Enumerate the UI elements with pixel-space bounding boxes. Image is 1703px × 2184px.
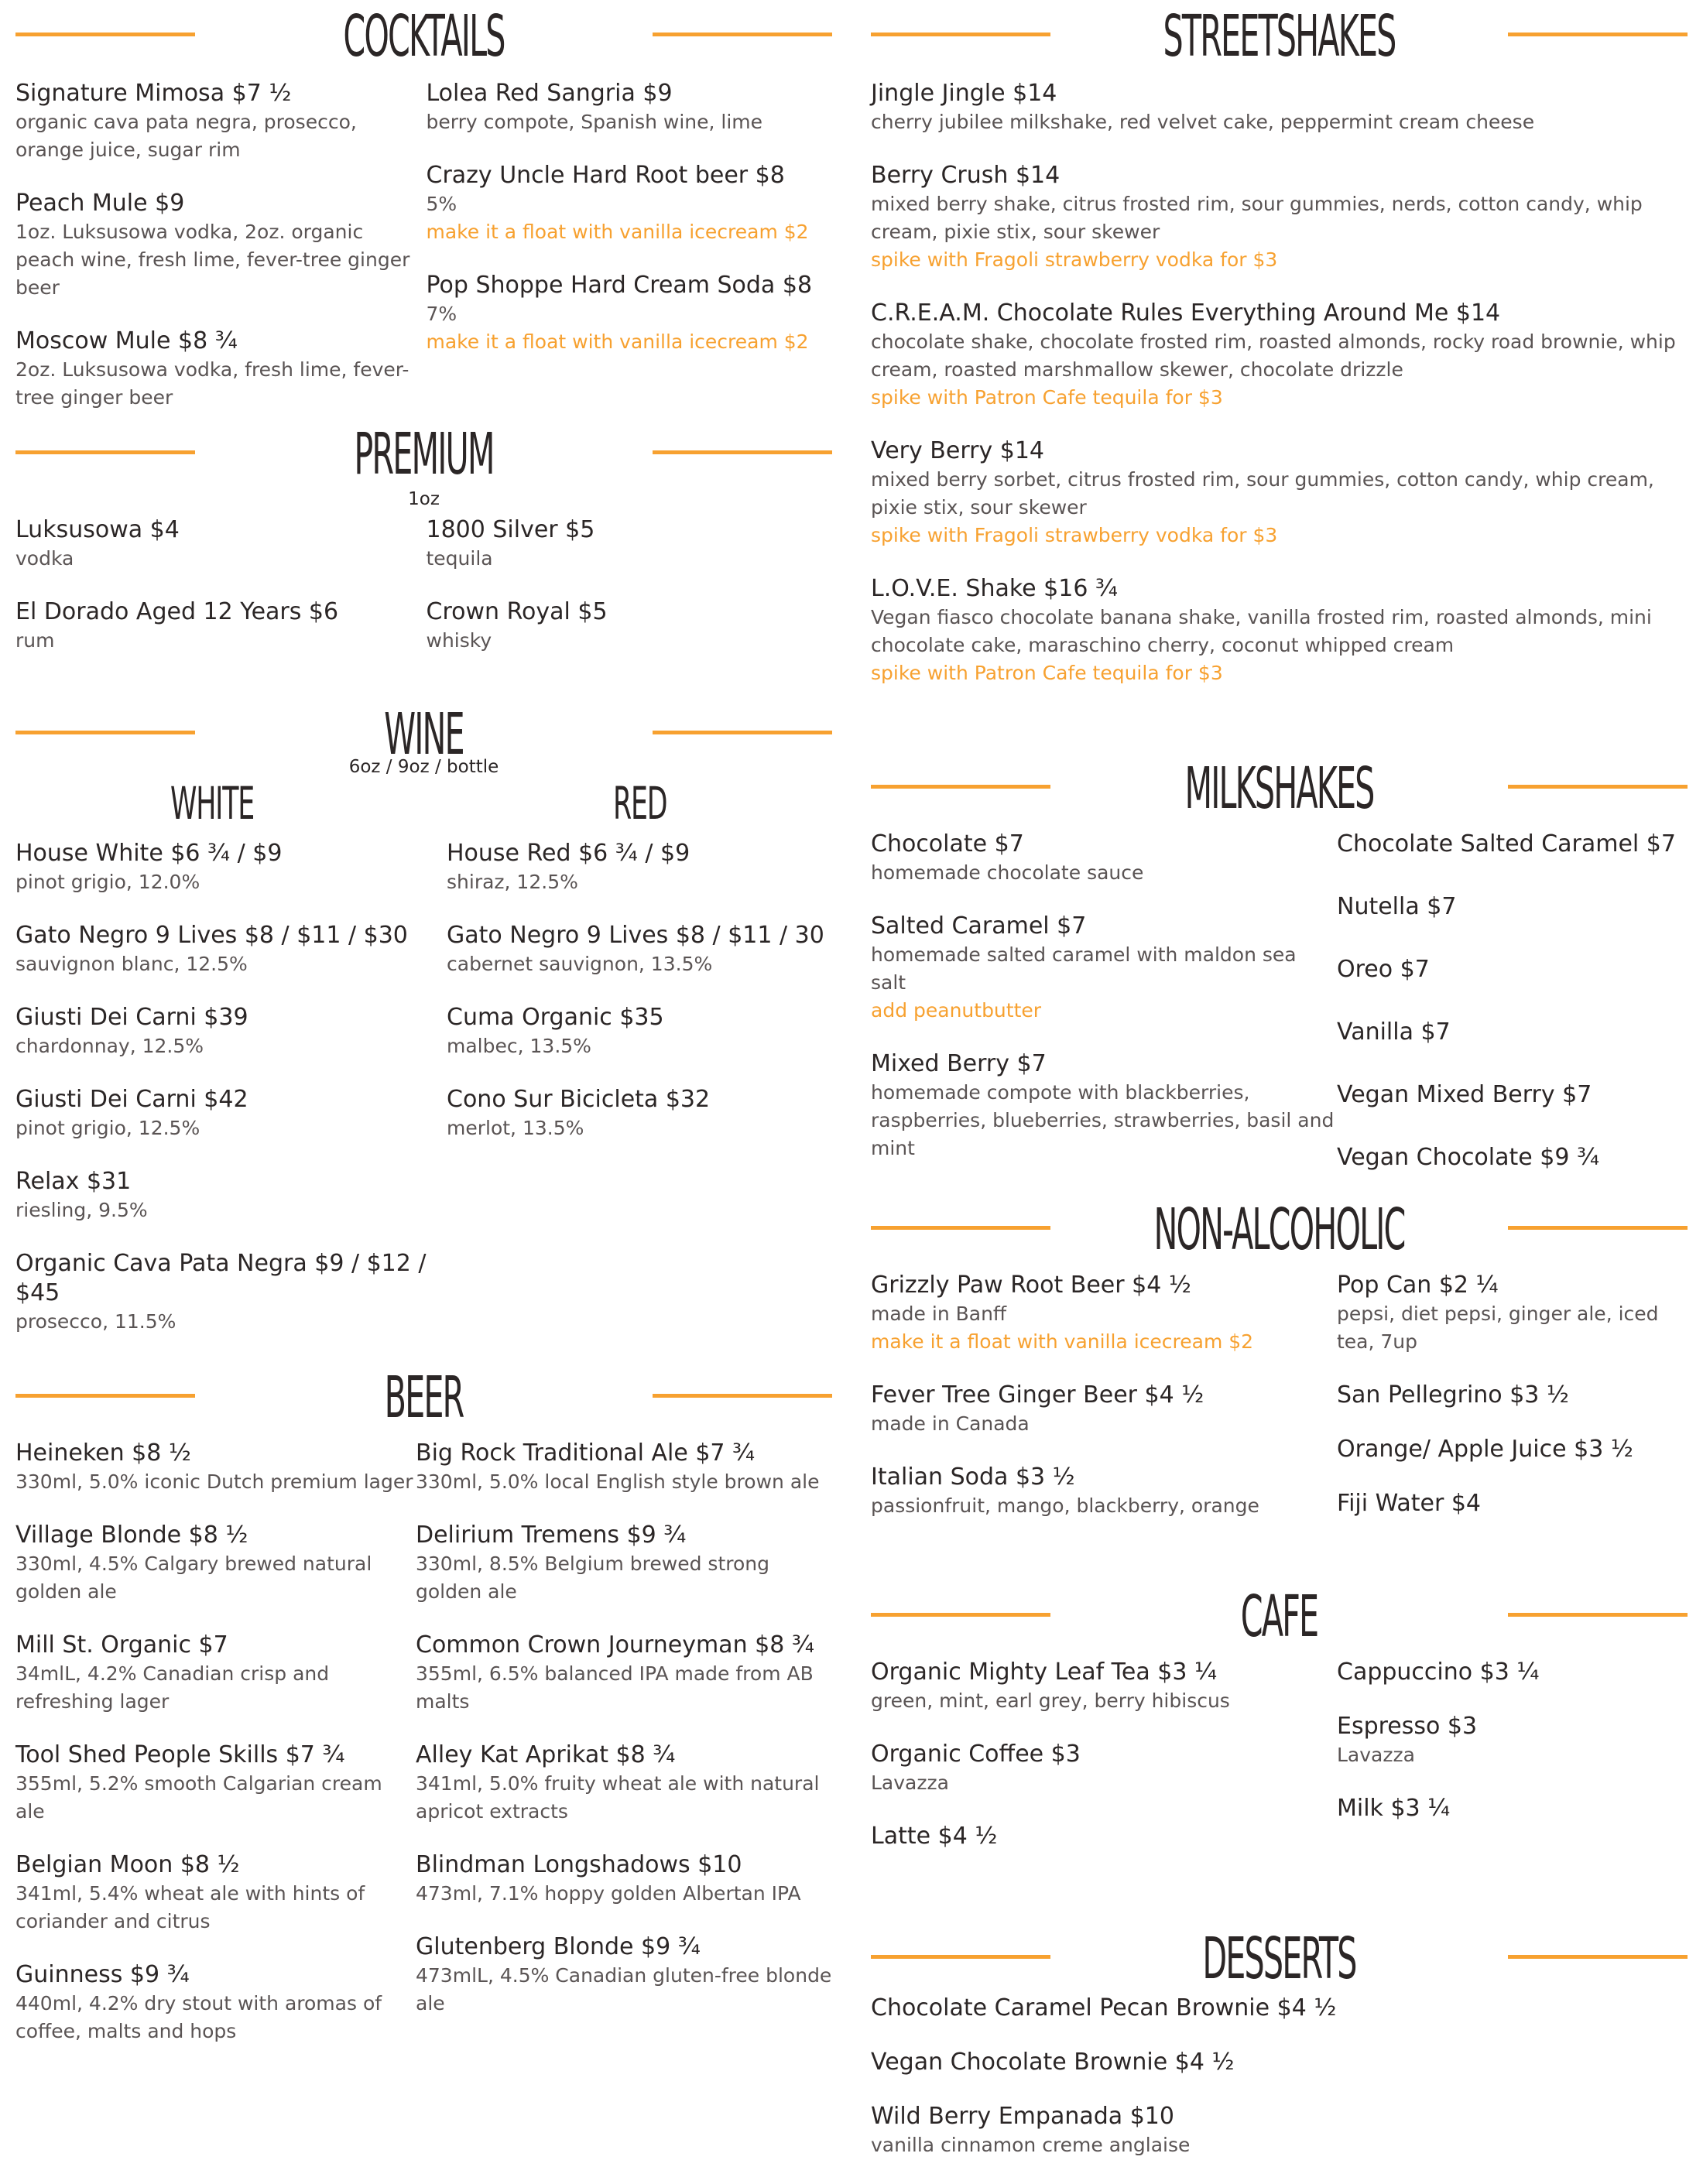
item-name: Vanilla $7 (1337, 1018, 1451, 1046)
divider (871, 785, 1050, 789)
item-description: 355ml, 6.5% balanced IPA made from AB malts (416, 1662, 814, 1713)
item-description: 330ml, 4.5% Calgary brewed natural golden ale (15, 1552, 372, 1603)
left-column (15, 0, 832, 2070)
menu-item (416, 1521, 832, 1606)
section-title: PREMIUM (354, 421, 494, 488)
divider (1508, 785, 1688, 789)
section-title: WINE (384, 701, 464, 768)
section-title: BEER (384, 1364, 464, 1431)
item-description: sauvignon blanc, 12.5% (15, 953, 248, 975)
item-addon: make it a float with vanilla icecream $2 (426, 221, 809, 243)
divider (653, 731, 832, 734)
beer-list (15, 1439, 832, 2070)
item-addon: spike with Patron Cafe tequila for $3 (871, 662, 1223, 684)
section-title: CAFE (1240, 1583, 1318, 1650)
item-name: Organic Mighty Leaf Tea $3 ¼ (871, 1659, 1218, 1686)
section-title: MILKSHAKES (1184, 755, 1374, 822)
white-title: WHITE (170, 777, 255, 830)
item-name: Espresso $3 (1337, 1713, 1478, 1740)
menu-item (15, 515, 413, 573)
item-name: Fever Tree Ginger Beer $4 ½ (871, 1381, 1204, 1409)
item-description: 34mlL, 4.2% Canadian crisp and refreshing lager (15, 1662, 330, 1713)
item-description: vanilla cinnamon creme anglaise (871, 2134, 1191, 2156)
menu-item (871, 1658, 1337, 1715)
menu-item (1337, 830, 1688, 859)
cafe-header (871, 1580, 1688, 1658)
premium-list (15, 515, 832, 701)
menu-item (427, 515, 833, 573)
item-description: pinot grigio, 12.5% (15, 1117, 200, 1139)
item-name: Berry Crush $14 (871, 162, 1061, 189)
divider (871, 1226, 1050, 1230)
item-addon: add peanutbutter (871, 999, 1042, 1022)
menu-item (15, 1003, 447, 1060)
cocktails-list (15, 79, 832, 412)
menu-item (447, 921, 832, 978)
menu-item (1337, 1271, 1688, 1356)
item-name: Organic Cava Pata Negra $9 / $12 / $45 (15, 1250, 427, 1306)
item-name: C.R.E.A.M. Chocolate Rules Everything Around Me $14 (871, 300, 1501, 327)
menu-item (1337, 1080, 1688, 1110)
menu-item (1337, 892, 1688, 922)
menu-item (1337, 1794, 1688, 1823)
menu-item (416, 1741, 832, 1826)
streetshakes-list (871, 79, 1688, 758)
menu-item (447, 1003, 832, 1060)
menu-item (15, 1741, 416, 1826)
item-description: 341ml, 5.0% fruity wheat ale with natural apricot extracts (416, 1772, 820, 1823)
item-name: Relax $31 (15, 1168, 132, 1195)
item-description: Vegan fiasco chocolate banana shake, vanilla frosted rim, roasted almonds, mini chocolate cake, maraschino cherry, coconut whipped cream (871, 606, 1652, 656)
item-description: 341ml, 5.4% wheat ale with hints of coriander and citrus (15, 1882, 365, 1932)
menu-item (416, 1631, 832, 1716)
menu-item (1337, 1018, 1688, 1047)
item-name: Orange/ Apple Juice $3 ½ (1337, 1436, 1633, 1463)
item-name: Latte $4 ½ (871, 1823, 998, 1850)
item-name: Delirium Tremens $9 ¾ (416, 1522, 687, 1549)
item-name: Mill St. Organic $7 (15, 1631, 228, 1659)
menu-item (871, 1822, 1337, 1851)
item-description: merlot, 13.5% (447, 1117, 584, 1139)
item-description: 473mlL, 4.5% Canadian gluten-free blonde ale (416, 1964, 832, 2015)
item-description: organic cava pata negra, prosecco, orange juice, sugar rim (15, 111, 357, 161)
divider (871, 1955, 1050, 1959)
item-description: 473ml, 7.1% hoppy golden Albertan IPA (416, 1882, 801, 1905)
menu-item (871, 574, 1688, 687)
item-name: Lolea Red Sangria $9 (426, 80, 673, 107)
menu-item (871, 912, 1337, 1025)
menu-item (447, 1085, 832, 1142)
item-name: Gato Negro 9 Lives $8 / $11 / $30 (15, 922, 408, 949)
item-name: Glutenberg Blonde $9 ¾ (416, 1933, 701, 1960)
divider (15, 33, 195, 36)
item-name: Vegan Chocolate $9 ¾ (1337, 1144, 1600, 1171)
menu-item (15, 1960, 416, 2045)
item-name: Guinness $9 ¾ (15, 1961, 190, 1988)
nonalcoholic-list (871, 1271, 1688, 1580)
desserts-header (871, 1922, 1688, 2000)
item-description: homemade salted caramel with maldon sea salt (871, 943, 1297, 994)
menu-item (416, 1932, 832, 2018)
item-description: homemade compote with blackberries, raspberries, blueberries, strawberries, basil and mint (871, 1081, 1335, 1159)
item-description: green, mint, earl grey, berry hibiscus (871, 1689, 1230, 1712)
menu-item (871, 830, 1337, 887)
item-name: Luksusowa $4 (15, 516, 180, 543)
item-name: Vegan Mixed Berry $7 (1337, 1081, 1592, 1108)
menu-item (15, 189, 413, 302)
menu-item (871, 299, 1688, 412)
item-name: Pop Can $2 ¼ (1337, 1272, 1499, 1299)
right-column (871, 0, 1688, 2184)
menu-item (871, 2048, 1688, 2077)
section-title: STREETSHAKES (1163, 3, 1396, 70)
item-name: El Dorado Aged 12 Years $6 (15, 598, 339, 625)
menu-item (1337, 1435, 1688, 1464)
item-name: Cuma Organic $35 (447, 1004, 664, 1031)
item-description: Lavazza (871, 1772, 949, 1794)
section-title: DESSERTS (1202, 1926, 1356, 1992)
item-name: House Red $6 ¾ / $9 (447, 840, 690, 867)
milkshakes-list (871, 830, 1688, 1193)
item-name: Crown Royal $5 (426, 598, 608, 625)
menu-item (871, 436, 1688, 549)
item-name: Giusti Dei Carni $42 (15, 1086, 248, 1113)
item-name: Wild Berry Empanada $10 (871, 2103, 1174, 2130)
item-description: whisky (426, 629, 492, 652)
menu-item (15, 1439, 416, 1496)
item-name: House White $6 ¾ / $9 (15, 840, 283, 867)
menu-item (427, 79, 833, 136)
menu-item (15, 839, 447, 896)
item-description: malbec, 13.5% (447, 1035, 591, 1057)
item-description: passionfruit, mango, blackberry, orange (871, 1494, 1259, 1517)
item-addon: spike with Fragoli strawberry vodka for $3 (871, 524, 1278, 546)
item-name: Chocolate Salted Caramel $7 (1337, 830, 1676, 858)
item-addon: spike with Patron Cafe tequila for $3 (871, 386, 1223, 409)
menu-item (416, 1850, 832, 1908)
desserts-list (871, 1994, 1688, 2159)
streetshakes-header (871, 0, 1688, 77)
menu-item (15, 1521, 416, 1606)
item-name: Milk $3 ¼ (1337, 1795, 1451, 1822)
divider (1508, 1226, 1688, 1230)
item-name: Oreo $7 (1337, 956, 1430, 983)
item-description: pinot grigio, 12.0% (15, 871, 200, 893)
section-title: NON-ALCOHOLIC (1153, 1196, 1405, 1263)
item-name: Chocolate $7 (871, 830, 1024, 858)
menu-item (15, 1249, 447, 1336)
item-description: homemade chocolate sauce (871, 861, 1144, 884)
menu-item (15, 597, 413, 655)
item-description: chardonnay, 12.5% (15, 1035, 204, 1057)
item-name: Vegan Chocolate Brownie $4 ½ (871, 2049, 1235, 2076)
item-name: Gato Negro 9 Lives $8 / $11 / 30 (447, 922, 824, 949)
item-name: Alley Kat Aprikat $8 ¾ (416, 1741, 676, 1768)
item-description: tequila (426, 547, 493, 570)
item-description: cabernet sauvignon, 13.5% (447, 953, 713, 975)
item-name: Signature Mimosa $7 ½ (15, 80, 292, 107)
menu-item (15, 1085, 447, 1142)
item-description: rum (15, 629, 55, 652)
beer-header (15, 1361, 832, 1439)
item-name: Big Rock Traditional Ale $7 ¾ (416, 1439, 756, 1467)
divider (653, 33, 832, 36)
item-name: Salted Caramel $7 (871, 912, 1087, 940)
menu-item (871, 79, 1688, 136)
item-description: made in Canada (871, 1412, 1030, 1435)
item-name: Very Berry $14 (871, 437, 1045, 464)
item-description: riesling, 9.5% (15, 1199, 148, 1221)
divider (1508, 1613, 1688, 1617)
item-description: chocolate shake, chocolate frosted rim, roasted almonds, rocky road brownie, whip cream, roasted marshmallow skewer, chocolate drizzle (871, 330, 1676, 381)
item-description: 330ml, 5.0% iconic Dutch premium lager (15, 1470, 413, 1493)
divider (15, 731, 195, 734)
divider (1508, 1955, 1688, 1959)
item-description: made in Banff (871, 1303, 1007, 1325)
menu-item (15, 1850, 416, 1936)
item-name: Italian Soda $3 ½ (871, 1463, 1075, 1491)
item-name: Cono Sur Bicicleta $32 (447, 1086, 711, 1113)
item-name: Grizzly Paw Root Beer $4 ½ (871, 1272, 1191, 1299)
item-name: Organic Coffee $3 (871, 1741, 1081, 1768)
item-name: Nutella $7 (1337, 893, 1457, 920)
menu-item (871, 1271, 1337, 1356)
item-description: 7% (426, 303, 457, 325)
item-name: Peach Mule $9 (15, 190, 185, 217)
wine-note: 6oz / 9oz / bottle (348, 757, 499, 777)
item-name: Chocolate Caramel Pecan Brownie $4 ½ (871, 1994, 1337, 2021)
milkshakes-header (871, 752, 1688, 830)
menu-item (871, 1740, 1337, 1797)
menu-item (871, 1463, 1337, 1520)
item-description: mixed berry shake, citrus frosted rim, sour gummies, nerds, cotton candy, whip cream, pixie stix, sour skewer (871, 193, 1643, 243)
menu-item (1337, 1712, 1688, 1769)
item-name: Giusti Dei Carni $39 (15, 1004, 248, 1031)
item-description: Lavazza (1337, 1744, 1415, 1766)
menu-item (15, 921, 447, 978)
menu-item (15, 1631, 416, 1716)
item-name: Fiji Water $4 (1337, 1490, 1482, 1517)
item-description: berry compote, Spanish wine, lime (426, 111, 763, 133)
divider (871, 33, 1050, 36)
item-name: Belgian Moon $8 ½ (15, 1851, 240, 1878)
section-title: COCKTAILS (343, 3, 505, 70)
item-description: vodka (15, 547, 74, 570)
cocktails-header (15, 0, 832, 77)
item-name: Crazy Uncle Hard Root beer $8 (426, 162, 785, 189)
menu-item (871, 1381, 1337, 1438)
divider (653, 1394, 832, 1398)
item-addon: make it a float with vanilla icecream $2 (426, 330, 809, 353)
menu-item (427, 161, 833, 246)
menu-item (871, 161, 1688, 274)
item-description: prosecco, 11.5% (15, 1310, 176, 1333)
item-name: Blindman Longshadows $10 (416, 1851, 742, 1878)
premium-note: 1oz (408, 489, 440, 509)
menu-item (1337, 1143, 1688, 1172)
nonalcoholic-header (871, 1193, 1688, 1271)
divider (871, 1613, 1050, 1617)
item-description: 440ml, 4.2% dry stout with aromas of coffee, malts and hops (15, 1992, 382, 2042)
item-name: San Pellegrino $3 ½ (1337, 1381, 1569, 1409)
menu-item (416, 1439, 832, 1496)
menu-item (427, 271, 833, 356)
menu-item (15, 327, 413, 412)
menu-item (871, 1049, 1337, 1162)
item-name: Common Crown Journeyman $8 ¾ (416, 1631, 814, 1659)
item-description: shiraz, 12.5% (447, 871, 578, 893)
item-name: 1800 Silver $5 (426, 516, 595, 543)
item-description: pepsi, diet pepsi, ginger ale, iced tea, 7up (1337, 1303, 1659, 1353)
item-name: Village Blonde $8 ½ (15, 1522, 248, 1549)
menu-item (427, 597, 833, 655)
item-description: 5% (426, 193, 457, 215)
menu-item (1337, 1658, 1688, 1687)
item-description: 1oz. Luksusowa vodka, 2oz. organic peach wine, fresh lime, fever-tree ginger beer (15, 221, 410, 299)
menu-item (871, 2102, 1688, 2159)
divider (653, 450, 832, 454)
item-description: 330ml, 8.5% Belgium brewed strong golden ale (416, 1552, 769, 1603)
red-title: RED (613, 777, 667, 830)
divider (1508, 33, 1688, 36)
item-name: Heineken $8 ½ (15, 1439, 191, 1467)
item-addon: spike with Fragoli strawberry vodka for $3 (871, 248, 1278, 271)
item-name: Jingle Jingle $14 (871, 80, 1057, 107)
item-name: Pop Shoppe Hard Cream Soda $8 (426, 272, 813, 299)
divider (15, 450, 195, 454)
menu-item (15, 79, 413, 164)
menu-item (15, 1167, 447, 1224)
item-description: 2oz. Luksusowa vodka, fresh lime, fever-tree ginger beer (15, 358, 409, 409)
item-addon: make it a float with vanilla icecream $2 (871, 1330, 1254, 1353)
menu-item (1337, 1489, 1688, 1518)
item-description: cherry jubilee milkshake, red velvet cake, peppermint cream cheese (871, 111, 1535, 133)
item-name: Tool Shed People Skills $7 ¾ (15, 1741, 345, 1768)
item-name: Cappuccino $3 ¼ (1337, 1659, 1540, 1686)
item-name: L.O.V.E. Shake $16 ¾ (871, 575, 1119, 602)
item-name: Mixed Berry $7 (871, 1050, 1047, 1077)
wine-subtitles (15, 777, 832, 839)
item-description: 355ml, 5.2% smooth Calgarian cream ale (15, 1772, 382, 1823)
menu-item (1337, 1381, 1688, 1410)
divider (15, 1394, 195, 1398)
item-description: mixed berry sorbet, citrus frosted rim, sour gummies, cotton candy, whip cream, pixie stix, sour skewer (871, 468, 1654, 519)
wine-list (15, 839, 832, 1361)
wine-header (15, 698, 832, 775)
premium-header (15, 418, 832, 495)
item-description: 330ml, 5.0% local English style brown ale (416, 1470, 820, 1493)
cafe-list (871, 1658, 1688, 1922)
item-name: Moscow Mule $8 ¾ (15, 327, 238, 354)
menu-item (447, 839, 832, 896)
menu-item (1337, 955, 1688, 984)
